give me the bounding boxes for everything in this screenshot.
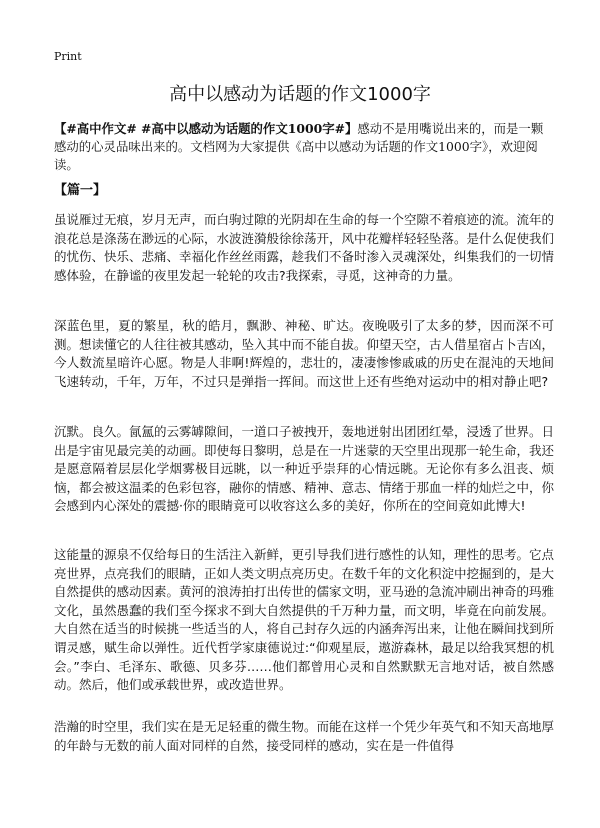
print-link[interactable]: Print [54,50,82,63]
body-paragraph-1: 虽说雁过无痕，岁月无声，而白驹过隙的光阴却在生命的每一个空隙不着痕迹的流。流年的浪花总是涤荡在渺远的心际，水波涟漪般徐徐荡开，风中花瓣样轻轻坠落。是什么促使我们的忧伤、快乐、悲痛、幸福化作丝丝雨露，趁我们不备时渗入灵魂深处，纠集我们的一切情感体验，在静谧的夜里发起一轮轮的攻击?我探索，寻觅，这神奇的力量。 [54,212,555,283]
intro-text: 感动不是用嘴说出来的，而是一颗感动的心灵品味出来的。文档网为大家提供《高中以感动为话题的作文1000字》，欢迎阅读。 [54,121,544,172]
page-title: 高中以感动为话题的作文1000字 [169,84,431,105]
body-paragraph-3: 沉默。良久。氤氲的云雾罅隙间，一道口子被拽开，轰地迸射出团团红晕，浸透了世界。日出是宇宙见最完美的动画。即使每日黎明，总是在一片迷蒙的天空里出现那一轮生命，我还是愿意隔着层层化学烟雾极目远眺，以一种近乎崇拜的心情远眺。无论你有多么沮丧、烦恼，都会被这温柔的色彩包容，融你的情感、精神、意志、情绪于那血一样的灿烂之中，你会感到内心深处的震撼·你的眼睛竟可以收容这么多的美好，你所在的空间竟如此博大! [54,424,555,514]
body-paragraph-2: 深蓝色里，夏的繁星，秋的皓月，飘渺、神秘、旷达。夜晚吸引了太多的梦，因而深不可测。想读懂它的人往往被其感动，坠入其中而不能自拔。仰望天空，古人借星宿占卜吉凶，今人数流星暗许心愿。物是人非啊!辉煌的，悲壮的，凄凄惨惨戚戚的历史在混沌的天地间飞速转动，千年，万年，不过只是弹指一挥间。而这世上还有些绝对运动中的相对静止吧? [54,318,555,389]
intro-tagline: 【#高中作文# #高中以感动为话题的作文1000字#】 [54,121,358,136]
body-paragraph-5: 浩瀚的时空里，我们实在是无足轻重的微生物。而能在这样一个凭少年英气和不知天高地厚的年龄与无数的前人面对同样的自然，接受同样的感动，实在是一件值得 [54,719,555,753]
intro-paragraph [54,120,554,174]
section-heading: 【篇一】 [54,183,107,198]
body-paragraph-4: 这能量的源泉不仅给每日的生活注入新鲜，更引导我们进行感性的认知，理性的思考。它点亮世界，点亮我们的眼睛，正如人类文明点亮历史。在数千年的文化积淀中挖掘到的，是大自然提供的感动因素。黄河的浪涛拍打出传世的儒家文明，亚马逊的急流冲刷出神奇的玛雅文化，虽然愚蠢的我们至今探求不到大自然提供的千万种力量，而文明，毕竟在向前发展。大自然在适当的时候挑一些适当的人，将自己封存久远的内涵奔泻出来，让他在瞬间找到所谓灵感，赋生命以弹性。近代哲学家康德说过:“仰观星辰，遨游森林，最足以给我冥想的机会。”李白、毛泽东、歌德、贝多芬……他们都曾用心灵和自然默默无言地对话，被自然感动。然后，他们或承载世界，或改造世界。 [54,547,555,693]
